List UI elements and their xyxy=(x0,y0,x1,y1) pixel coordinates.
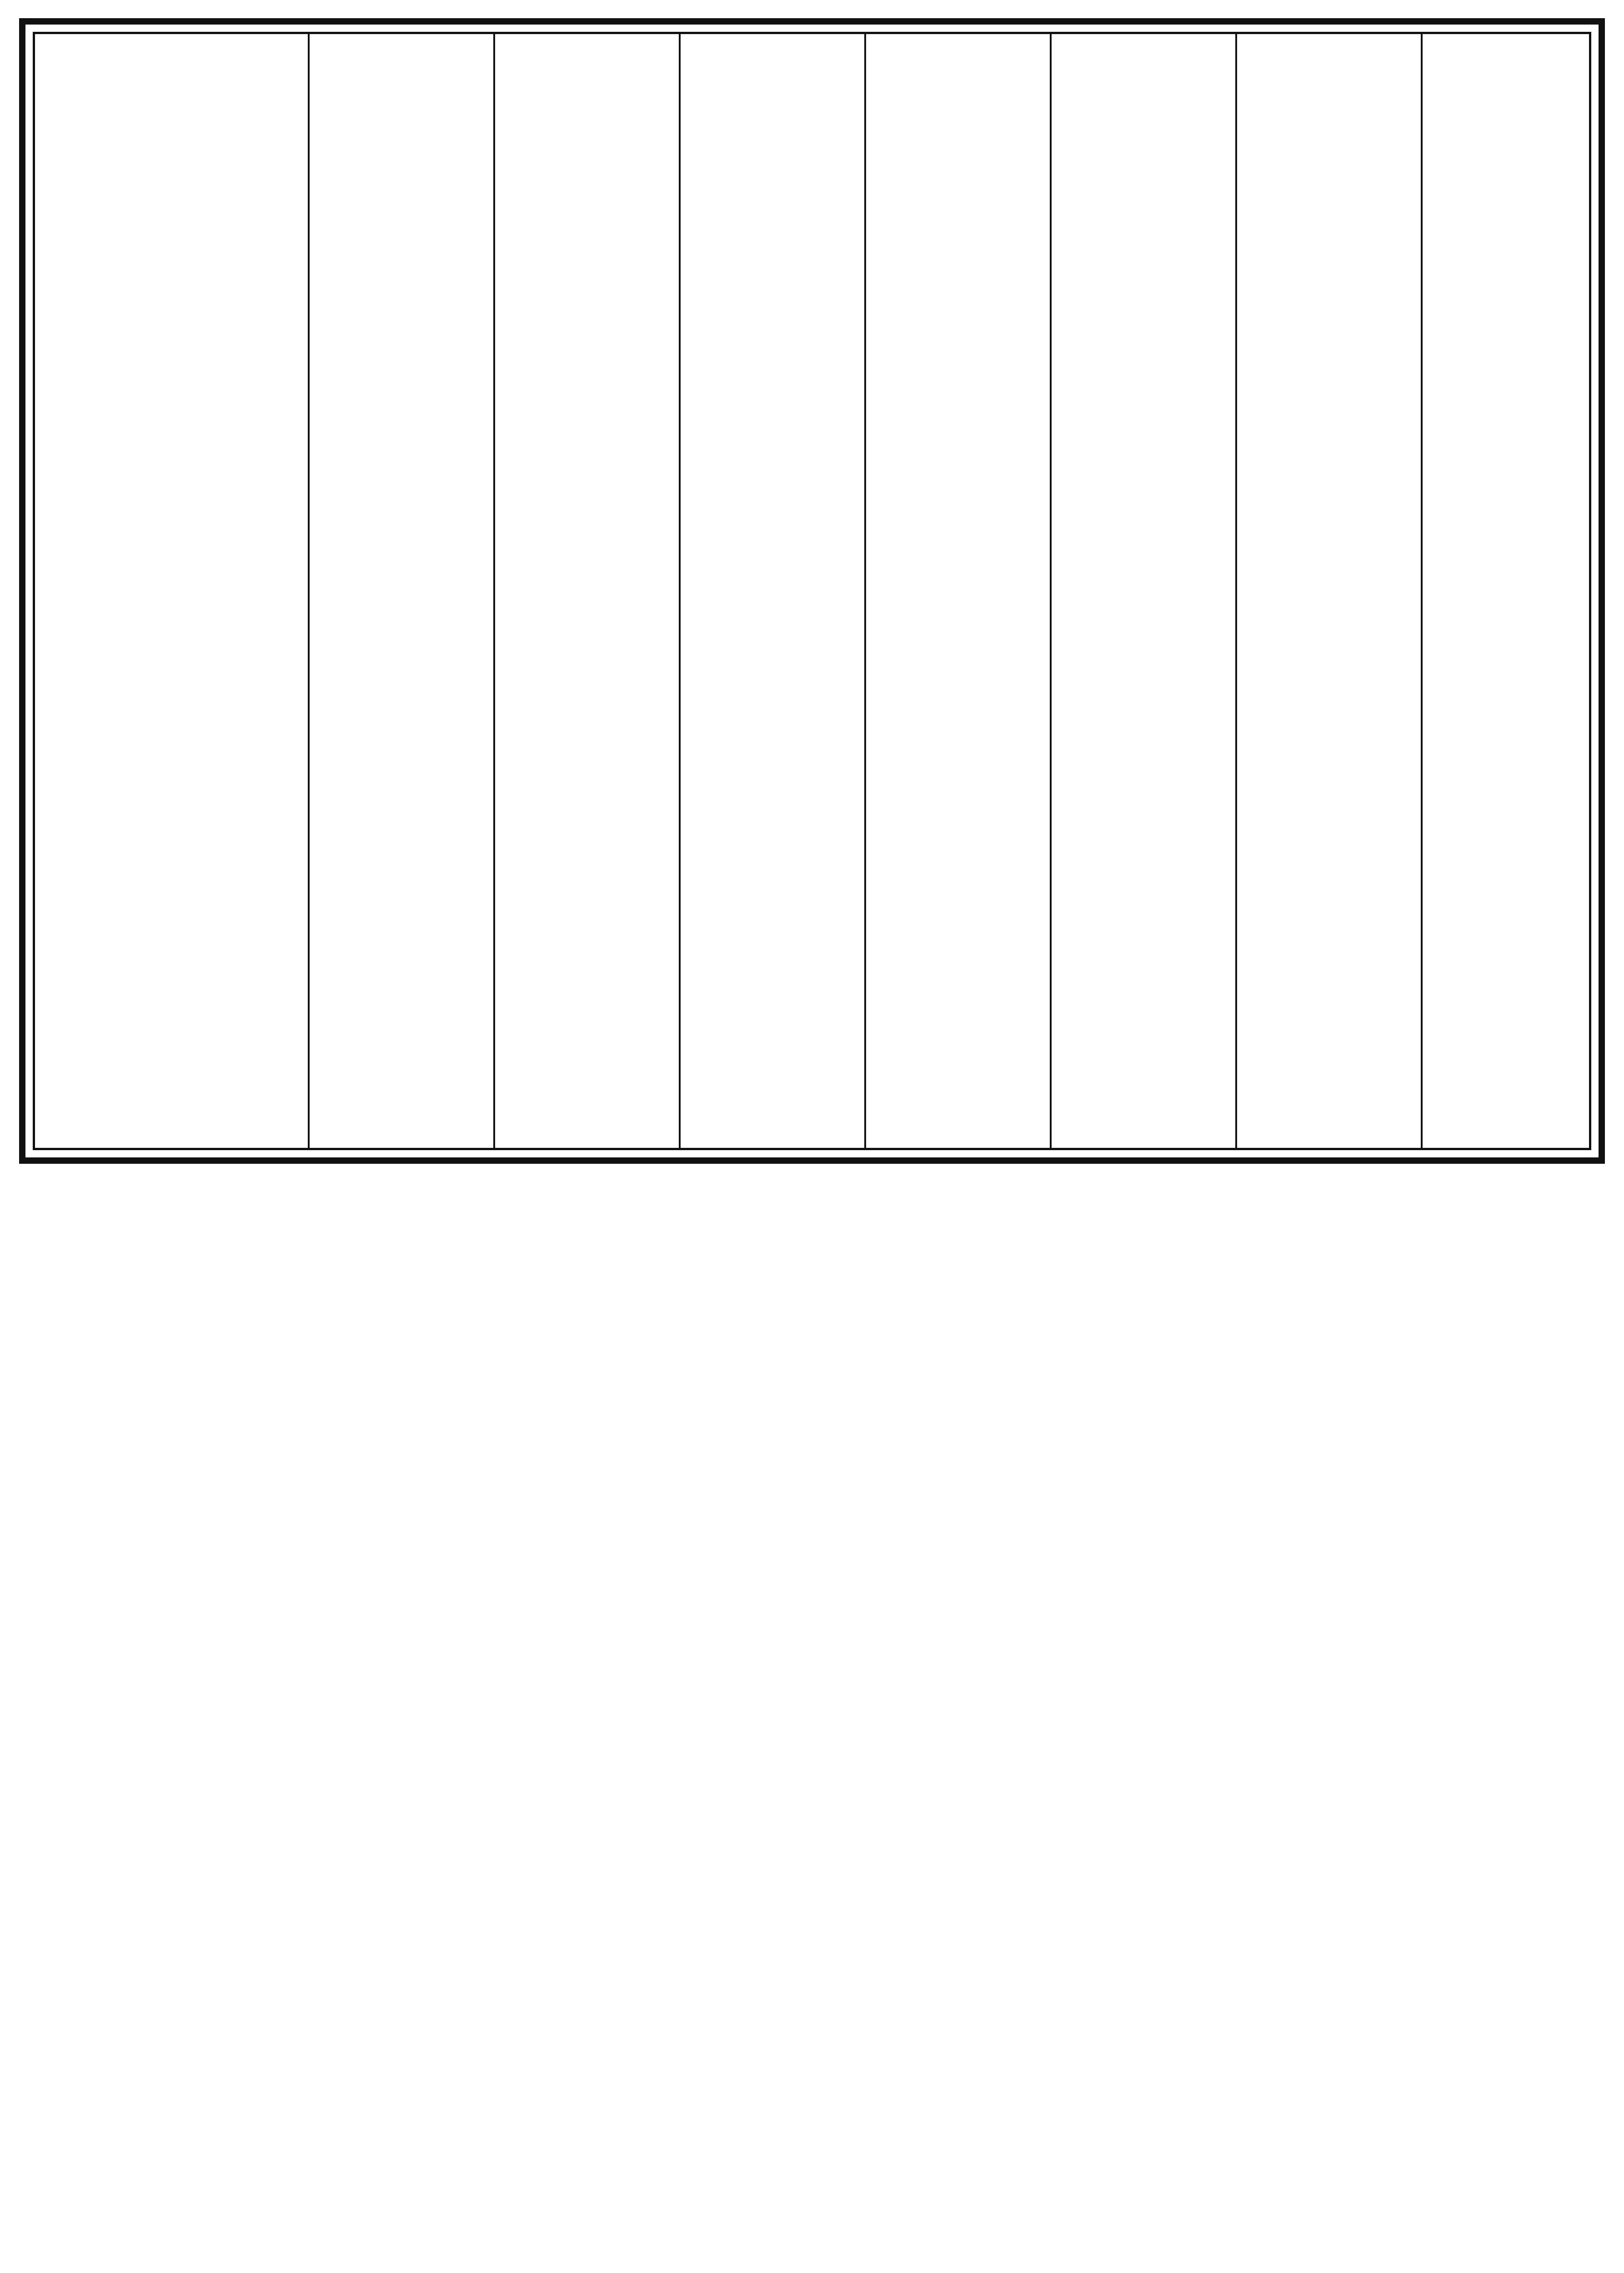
text-column xyxy=(308,34,493,1148)
text-column xyxy=(1421,34,1606,1148)
text-column xyxy=(1050,34,1235,1148)
text-column xyxy=(1235,34,1421,1148)
text-column xyxy=(864,34,1050,1148)
text-column xyxy=(493,34,679,1148)
text-column xyxy=(679,34,864,1148)
top-page-grid xyxy=(19,18,1605,1164)
